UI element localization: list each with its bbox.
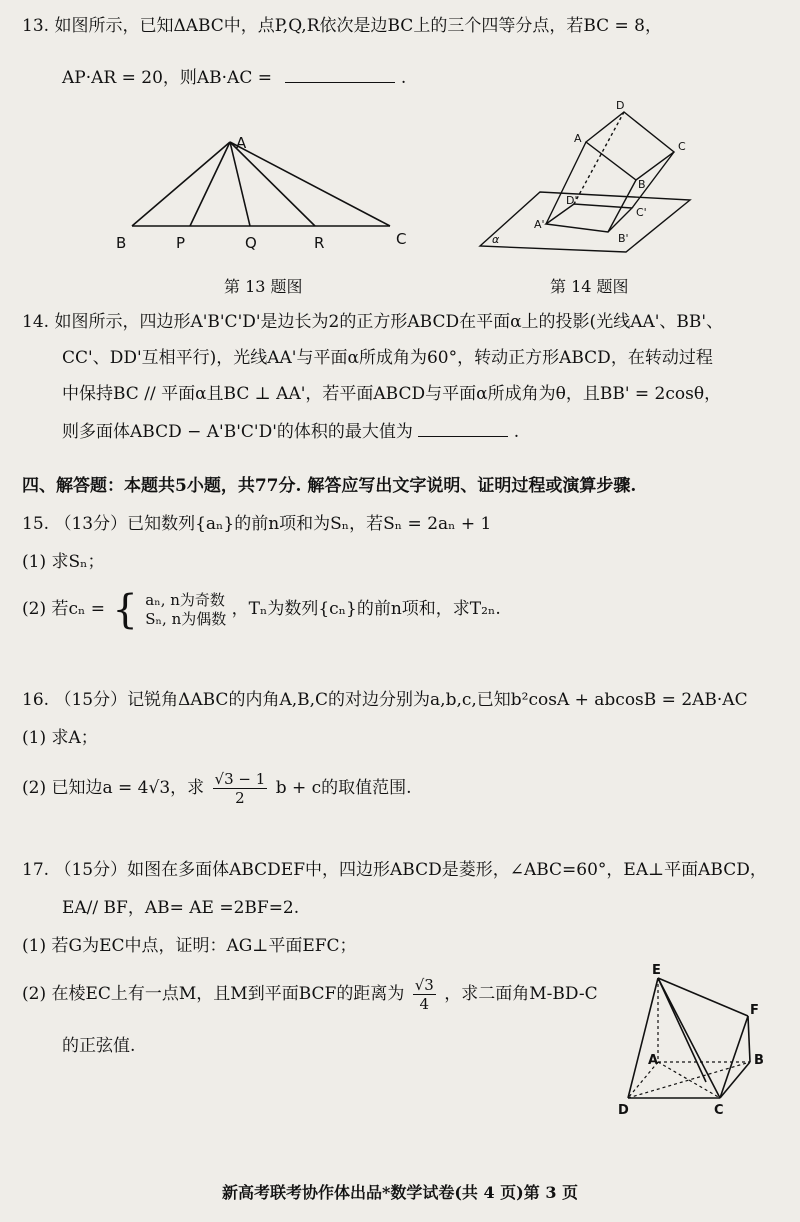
q15-case-even: Sₙ, n为偶数 <box>145 609 227 628</box>
fig17-label-E: E <box>652 963 661 978</box>
q16-fraction-numerator: √3 − 1 <box>214 770 266 788</box>
q16-part2 <box>22 766 412 810</box>
fig17-edge-FB <box>748 1016 750 1062</box>
fig14-caption: 第 14 题图 <box>550 277 629 296</box>
q15-part2-post: ，Tₙ为数列{cₙ}的前n项和，求T₂ₙ. <box>231 599 501 619</box>
q14-line2: CC'、DD'互相平行)，光线AA'与平面α所成角为60°，转动正方形ABCD，在转动过程 <box>62 348 713 368</box>
fig17-label-F: F <box>750 1003 759 1018</box>
q13-answer-blank <box>285 64 395 83</box>
fig17-edge-EC <box>658 978 720 1098</box>
q17-part2-pre: (2) 在棱EC上有一点M，且M到平面BCF的距离为 <box>22 984 405 1004</box>
fig13-segment-AQ <box>230 142 250 226</box>
q16-fraction-denominator: 2 <box>235 789 245 807</box>
fig13-label-B: B <box>116 234 127 252</box>
q16-fraction <box>213 770 268 807</box>
q16-line1: 16. （15分）记锐角ΔABC的内角A,B,C的对边分别为a,b,c,已知b²cosA + abcosB = 2AB·AC <box>22 690 748 710</box>
fig14-line-AA <box>546 142 586 224</box>
fig14-plane-alpha <box>480 192 690 252</box>
fig14-label-Ap: A' <box>534 218 545 231</box>
q15-case-odd: aₙ, n为奇数 <box>145 590 225 609</box>
fig14-square-ApBpCpDp <box>546 204 632 232</box>
fig14-label-D: D <box>616 99 625 112</box>
fig17-label-B: B <box>754 1053 764 1068</box>
fig17-label-A: A <box>648 1053 659 1068</box>
q13-line1: 13. 如图所示，已知ΔABC中，点P,Q,R依次是边BC上的三个四等分点，若BC = 8， <box>22 16 662 36</box>
q17-part1: (1) 若G为EC中点，证明：AG⊥平面EFC； <box>22 936 357 956</box>
q17-line-last: 的正弦值. <box>62 1036 136 1056</box>
figure-13 <box>110 130 430 260</box>
q15-part2 <box>22 586 501 633</box>
fig13-segment-AC <box>230 142 390 226</box>
fig14-line-DD <box>574 112 624 204</box>
fig13-label-C: C <box>396 230 407 248</box>
q14-line3: 中保持BC // 平面α且BC ⊥ AA'，若平面ABCD与平面α所成角为θ，且BB' = 2cosθ， <box>62 384 722 404</box>
q15-line1: 15. （13分）已知数列{aₙ}的前n项和为Sₙ，若Sₙ = 2aₙ + 1 <box>22 514 492 534</box>
q14-answer-blank <box>418 418 508 437</box>
q13-line2 <box>62 64 406 90</box>
q15-part2-pre: (2) 若cₙ = <box>22 599 106 619</box>
q17-fraction <box>413 976 436 1013</box>
q17-part2 <box>22 972 598 1016</box>
q16-part1: (1) 求A； <box>22 728 98 748</box>
q14-line4-text: 则多面体ABCD − A'B'C'D'的体积的最大值为 <box>62 422 413 442</box>
section-4-heading: 四、解答题：本题共5小题，共77分. 解答应写出文字说明、证明过程或演算步骤. <box>22 476 637 496</box>
fig13-label-Q: Q <box>245 234 257 252</box>
page-footer: 新高考联考协作体出品*数学试卷(共 4 页)第 3 页 <box>221 1183 579 1202</box>
q17-part2-post: ，求二面角M-BD-C <box>444 984 598 1004</box>
fig17-edge-EF <box>658 978 748 1016</box>
fig13-caption: 第 13 题图 <box>224 277 303 296</box>
fig17-edge-CB <box>720 1062 750 1098</box>
q15-case-brace: { <box>112 586 138 633</box>
fig17-edge-FC <box>720 1016 748 1098</box>
q15-cases <box>145 591 226 629</box>
fig14-label-B: B <box>638 178 646 191</box>
q15-part1: (1) 求Sₙ； <box>22 552 105 572</box>
fig13-segment-AB <box>132 142 230 226</box>
q13-expression: AP·AR = 20，则AB·AC = <box>62 68 272 88</box>
q17-line1: 17. （15分）如图在多面体ABCDEF中，四边形ABCD是菱形，∠ABC=60°，EA⊥平面ABCD， <box>22 860 767 880</box>
q17-fraction-numerator: √3 <box>414 976 434 994</box>
q17-line2: EA// BF，AB= AE =2BF=2. <box>62 898 300 918</box>
fig13-label-A: A <box>236 134 247 152</box>
fig14-label-Bp: B' <box>618 232 629 245</box>
q17-fraction-denominator: 4 <box>419 995 430 1013</box>
fig13-label-R: R <box>314 234 325 252</box>
fig17-edge-DB <box>628 1062 750 1098</box>
fig17-label-D: D <box>618 1103 629 1118</box>
q16-part2-post: b + c的取值范围. <box>275 778 412 798</box>
fig14-label-C: C <box>678 140 686 153</box>
fig14-label-Dp: D' <box>566 194 578 207</box>
q14-line1: 14. 如图所示，四边形A'B'C'D'是边长为2的正方形ABCD在平面α上的投影(光线AA'、BB'、 <box>22 312 724 332</box>
fig14-label-alpha: α <box>492 233 500 246</box>
fig17-edge-ED <box>628 978 658 1098</box>
q14-line4-end: . <box>513 422 520 442</box>
figure-17 <box>610 958 780 1118</box>
fig13-label-P: P <box>176 234 186 252</box>
q14-line4 <box>62 418 519 444</box>
fig13-segment-AP <box>190 142 230 226</box>
q13-line2-end: . <box>400 68 407 88</box>
figure-14 <box>470 96 710 256</box>
q16-part2-pre: (2) 已知边a = 4√3，求 <box>22 778 205 798</box>
fig17-label-C: C <box>714 1103 724 1118</box>
fig13-segment-AR <box>230 142 315 226</box>
fig14-label-Cp: C' <box>636 206 647 219</box>
fig14-label-A: A <box>574 132 582 145</box>
